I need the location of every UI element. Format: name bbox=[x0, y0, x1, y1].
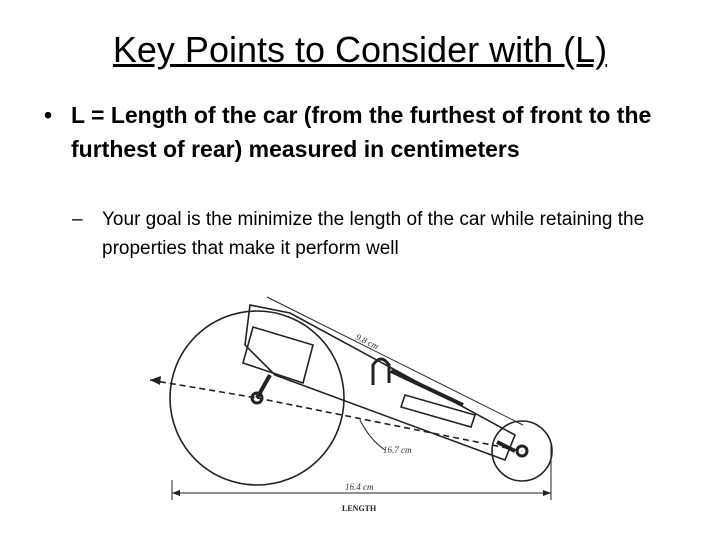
side-panel bbox=[401, 395, 475, 427]
radius-arc bbox=[360, 420, 385, 450]
left-extension bbox=[150, 380, 257, 398]
length-caption: LENGTH bbox=[342, 504, 377, 513]
sub-bullet-mark: – bbox=[72, 209, 83, 230]
slide-title: Key Points to Consider with (L) bbox=[112, 29, 608, 70]
car-length-diagram bbox=[145, 285, 565, 525]
car-body bbox=[245, 305, 515, 460]
sub-bullet-text: Your goal is the minimize the length of the car while retaining the properties that make it perform well bbox=[102, 209, 645, 259]
lever bbox=[391, 371, 463, 405]
dim-top-label: 9.8 cm bbox=[354, 331, 381, 352]
main-bullet-text: L = Length of the car (from the furthest of front to the furthest of rear) measured in centimeters bbox=[71, 102, 652, 162]
rear-strut bbox=[257, 375, 270, 398]
left-arrowhead bbox=[150, 376, 161, 385]
dim-bottom-label: 16.4 cm bbox=[345, 482, 374, 492]
axle-line bbox=[257, 398, 522, 451]
bullet-mark: • bbox=[44, 102, 53, 128]
top-dimension bbox=[267, 297, 523, 425]
length-arrow-left bbox=[172, 490, 180, 496]
length-arrow-right bbox=[543, 490, 551, 496]
dim-mid-label: 16.7 cm bbox=[383, 445, 412, 455]
rear-block bbox=[243, 327, 313, 383]
